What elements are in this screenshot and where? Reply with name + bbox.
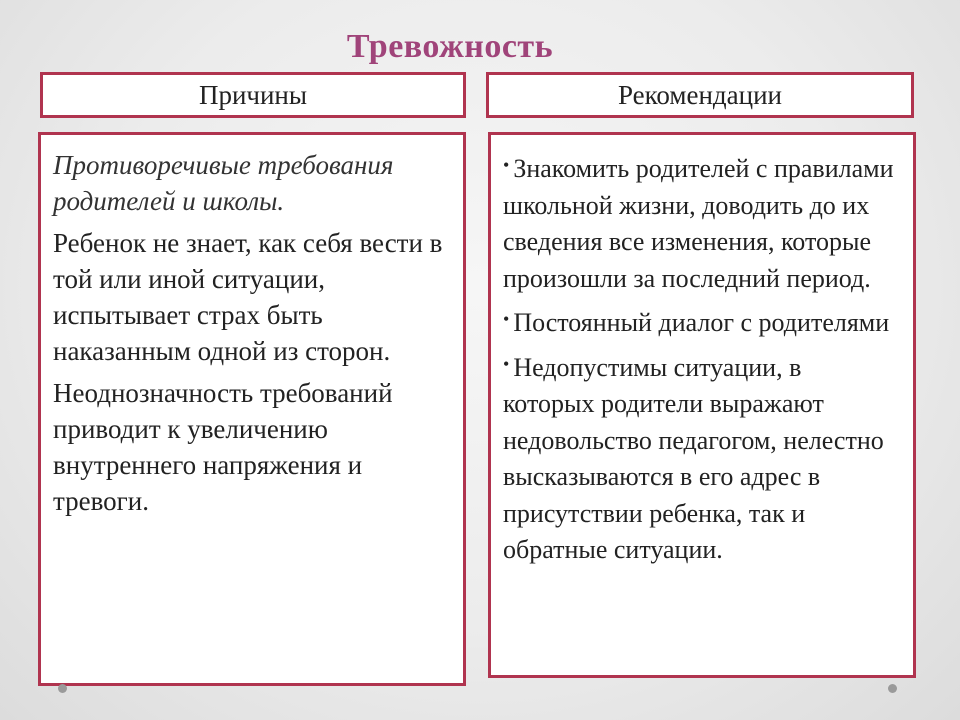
recommendations-panel — [488, 132, 916, 678]
bullet-icon: • — [503, 353, 510, 374]
recommendation-text: Недопустимы ситуации, в которых родители выражают недовольство педагогом, нелестно высказываются в его адрес в присутствии ребенка, так и обратные ситуации. — [503, 352, 884, 564]
slide-title: Тревожность — [346, 28, 554, 65]
cause-paragraph: Противоречивые требования родителей и школы. — [53, 150, 394, 216]
header-causes-label: Причины — [198, 79, 308, 110]
cause-paragraph: Неоднозначность требований приводит к увеличению внутреннего напряжения и тревоги. — [53, 378, 393, 516]
recommendation-text: Постоянный диалог с родителями — [513, 308, 890, 337]
header-causes — [40, 72, 466, 118]
recommendation-item — [503, 301, 899, 342]
bullet-icon: • — [503, 309, 510, 329]
header-recommendations — [486, 72, 914, 118]
causes-panel — [38, 132, 466, 686]
decorative-dot-icon — [888, 684, 897, 693]
decorative-dot-icon — [58, 684, 67, 693]
recommendation-text: Знакомить родителей с правилами школьной жизни, доводить до их сведения все изменения, которые произошли за последний период. — [503, 154, 894, 293]
header-recommendations-label: Рекомендации — [618, 79, 782, 110]
recommendation-item — [503, 346, 899, 569]
cause-paragraph: Ребенок не знает, как себя вести в той или иной ситуации, испытывает страх быть наказанным одной из сторон. — [53, 228, 443, 366]
recommendation-item — [503, 147, 899, 297]
bullet-icon: • — [503, 155, 510, 175]
